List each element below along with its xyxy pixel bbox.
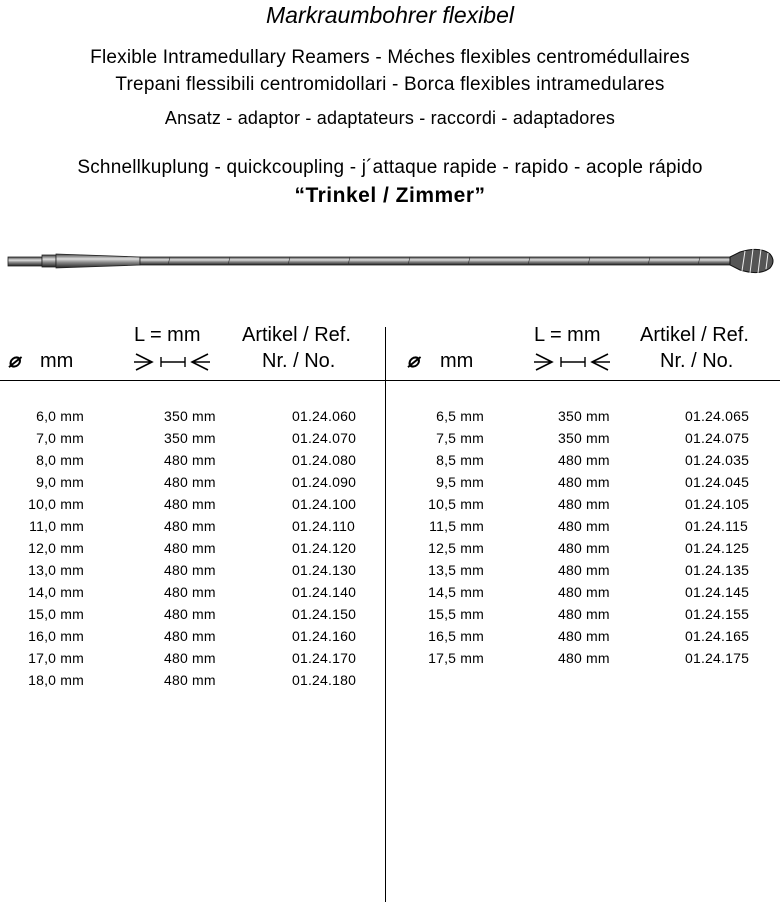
row-article-number: 01.24.125: [685, 540, 750, 556]
row-article-number: 01.24.120: [292, 540, 357, 556]
row-diameter: 11,0 mm: [29, 518, 84, 534]
row-diameter: 11,5 mm: [429, 518, 484, 534]
column-divider: [385, 327, 386, 902]
length-header: L = mm: [134, 324, 201, 346]
subtitle-line-2: Trepani flessibili centromidollari - Borca flexibles intramedulares: [115, 74, 665, 95]
reamer-illustration: [0, 240, 780, 280]
row-article-number: 01.24.140: [292, 584, 357, 600]
row-length: 480 mm: [164, 518, 216, 534]
header-divider: [0, 380, 780, 381]
row-diameter: 16,5 mm: [428, 628, 484, 644]
subtitle-line-4: Schnellkuplung - quickcoupling - j´attaque rapide - rapido - acople rápido: [77, 157, 703, 178]
row-diameter: 13,5 mm: [428, 562, 484, 578]
row-article-number: 01.24.160: [292, 628, 357, 644]
article-header-line-1: Artikel / Ref.: [242, 324, 351, 346]
row-diameter: 14,5 mm: [428, 584, 484, 600]
row-length: 480 mm: [164, 474, 216, 490]
row-length: 480 mm: [164, 650, 216, 666]
row-diameter: 15,0 mm: [28, 606, 84, 622]
row-article-number: 01.24.045: [685, 474, 750, 490]
row-length: 480 mm: [164, 606, 216, 622]
row-article-number: 01.24.135: [685, 562, 750, 578]
row-article-number: 01.24.075: [685, 430, 750, 446]
article-header-line-2: Nr. / No.: [660, 350, 734, 372]
row-article-number: 01.24.105: [685, 496, 750, 512]
row-length: 480 mm: [164, 562, 216, 578]
row-length: 480 mm: [558, 540, 610, 556]
row-article-number: 01.24.130: [292, 562, 357, 578]
article-header-line-1: Artikel / Ref.: [640, 324, 749, 346]
row-article-number: 01.24.090: [292, 474, 357, 490]
row-article-number: 01.24.180: [292, 672, 357, 688]
row-length: 480 mm: [558, 584, 610, 600]
row-article-number: 01.24.060: [292, 408, 357, 424]
row-article-number: 01.24.080: [292, 452, 357, 468]
subtitle-line-1: Flexible Intramedullary Reamers - Méches flexibles centromédullaires: [90, 47, 690, 68]
article-header-line-2: Nr. / No.: [262, 350, 336, 372]
diameter-unit-header: mm: [40, 350, 74, 372]
row-diameter: 7,5 mm: [436, 430, 484, 446]
subtitle-line-3: Ansatz - adaptor - adaptateurs - raccordi - adaptadores: [164, 108, 616, 128]
row-diameter: 9,0 mm: [36, 474, 84, 490]
row-diameter: 7,0 mm: [36, 430, 84, 446]
row-length: 480 mm: [164, 672, 216, 688]
row-diameter: 18,0 mm: [28, 672, 84, 688]
row-length: 350 mm: [558, 430, 610, 446]
row-diameter: 15,5 mm: [428, 606, 484, 622]
diameter-icon: ⌀: [8, 350, 21, 372]
row-length: 480 mm: [558, 496, 610, 512]
diameter-icon: ⌀: [407, 350, 420, 372]
row-article-number: 01.24.170: [292, 650, 357, 666]
length-arrows-icon: [534, 350, 610, 374]
row-length: 350 mm: [164, 430, 216, 446]
row-length: 350 mm: [558, 408, 610, 424]
row-diameter: 17,5 mm: [428, 650, 484, 666]
row-article-number: 01.24.035: [685, 452, 750, 468]
row-diameter: 13,0 mm: [28, 562, 84, 578]
subtitle-line-5: “Trinkel / Zimmer”: [294, 184, 486, 207]
row-length: 480 mm: [558, 562, 610, 578]
row-article-number: 01.24.100: [292, 496, 357, 512]
row-article-number: 01.24.175: [685, 650, 750, 666]
row-diameter: 16,0 mm: [28, 628, 84, 644]
row-diameter: 12,5 mm: [428, 540, 484, 556]
row-article-number: 01.24.145: [685, 584, 750, 600]
row-diameter: 8,0 mm: [36, 452, 84, 468]
diameter-unit-header: mm: [440, 350, 474, 372]
row-diameter: 12,0 mm: [28, 540, 84, 556]
row-length: 480 mm: [558, 606, 610, 622]
row-length: 480 mm: [164, 628, 216, 644]
page-title: Markraumbohrer flexibel: [266, 2, 514, 28]
row-length: 480 mm: [558, 518, 610, 534]
row-diameter: 10,0 mm: [28, 496, 84, 512]
row-article-number: 01.24.155: [685, 606, 750, 622]
row-article-number: 01.24.065: [685, 408, 750, 424]
row-length: 480 mm: [164, 496, 216, 512]
row-article-number: 01.24.070: [292, 430, 357, 446]
row-length: 480 mm: [164, 584, 216, 600]
row-article-number: 01.24.115: [685, 518, 749, 534]
row-length: 480 mm: [558, 452, 610, 468]
row-length: 350 mm: [164, 408, 216, 424]
row-diameter: 6,0 mm: [36, 408, 84, 424]
row-diameter: 9,5 mm: [436, 474, 484, 490]
row-length: 480 mm: [558, 650, 610, 666]
row-diameter: 10,5 mm: [428, 496, 484, 512]
row-diameter: 8,5 mm: [436, 452, 484, 468]
length-arrows-icon: [134, 350, 210, 374]
row-article-number: 01.24.110: [292, 518, 356, 534]
row-length: 480 mm: [558, 628, 610, 644]
row-diameter: 6,5 mm: [436, 408, 484, 424]
length-header: L = mm: [534, 324, 601, 346]
row-length: 480 mm: [558, 474, 610, 490]
row-diameter: 17,0 mm: [28, 650, 84, 666]
row-diameter: 14,0 mm: [28, 584, 84, 600]
row-length: 480 mm: [164, 540, 216, 556]
row-article-number: 01.24.150: [292, 606, 357, 622]
row-article-number: 01.24.165: [685, 628, 750, 644]
row-length: 480 mm: [164, 452, 216, 468]
